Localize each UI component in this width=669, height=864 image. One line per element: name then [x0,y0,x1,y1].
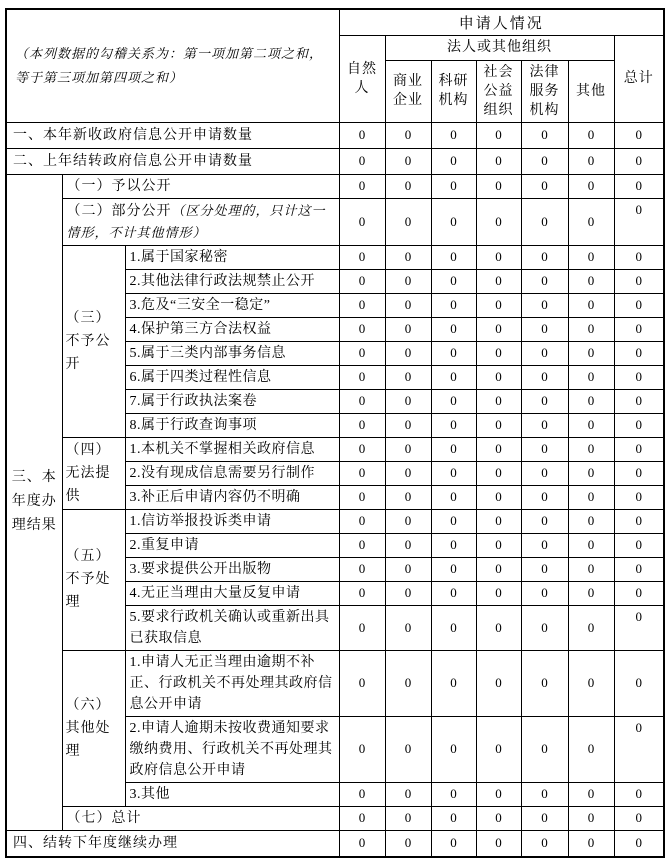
value-cell: 0 [521,174,568,198]
value-cell: 0 [614,122,664,148]
value-cell: 0 [431,716,476,782]
value-cell: 0 [614,198,664,245]
value-cell: 0 [614,650,664,716]
value-cell: 0 [568,269,614,293]
value-cell: 0 [476,650,521,716]
value-cell: 0 [339,317,385,341]
value-cell: 0 [339,806,385,830]
value-cell: 0 [568,245,614,269]
item-label: 2.其他法律行政法规禁止公开 [125,269,339,293]
value-cell: 0 [614,389,664,413]
value-cell: 0 [614,365,664,389]
value-cell: 0 [385,557,431,581]
value-cell: 0 [614,461,664,485]
value-cell: 0 [521,245,568,269]
item-label: 3.危及“三安全一稳定” [125,293,339,317]
value-cell: 0 [431,509,476,533]
value-cell: 0 [521,485,568,509]
value-cell: 0 [568,782,614,806]
group-label: （五）不予处理 [62,509,125,650]
value-cell: 0 [431,806,476,830]
value-cell: 0 [385,782,431,806]
value-cell: 0 [568,365,614,389]
value-cell: 0 [476,269,521,293]
value-cell: 0 [339,509,385,533]
item-label: 2.没有现成信息需要另行制作 [125,461,339,485]
value-cell: 0 [568,389,614,413]
value-cell: 0 [568,650,614,716]
value-cell: 0 [339,650,385,716]
item-label: 7.属于行政执法案卷 [125,389,339,413]
value-cell: 0 [476,389,521,413]
header-col-research: 科研机构 [431,60,476,122]
value-cell: 0 [339,413,385,437]
value-cell: 0 [431,461,476,485]
table-row [6,437,664,461]
header-col-total: 总计 [614,35,664,122]
value-cell: 0 [614,413,664,437]
value-cell: 0 [431,245,476,269]
value-cell: 0 [339,122,385,148]
value-cell: 0 [339,198,385,245]
value-cell: 0 [339,533,385,557]
sub-row-label-text: （二）部分公开 [66,203,172,219]
value-cell: 0 [431,293,476,317]
value-cell: 0 [614,782,664,806]
header-col-other: 其他 [568,60,614,122]
value-cell: 0 [521,830,568,857]
value-cell: 0 [614,437,664,461]
value-cell: 0 [614,341,664,365]
value-cell: 0 [431,122,476,148]
value-cell: 0 [476,413,521,437]
item-label: 1.属于国家秘密 [125,245,339,269]
value-cell: 0 [614,716,664,782]
header-col-public-welfare: 社会公益组织 [476,60,521,122]
value-cell: 0 [431,485,476,509]
sub-row-label [62,198,339,245]
value-cell: 0 [385,437,431,461]
value-cell: 0 [431,198,476,245]
sub-row-label [62,806,339,830]
item-label: 2.申请人逾期未按收费通知要求缴纳费用、行政机关不再处理其政府信息公开申请 [125,716,339,782]
value-cell: 0 [568,806,614,830]
value-cell: 0 [385,485,431,509]
value-cell: 0 [431,782,476,806]
disclosure-report-table [5,8,665,858]
value-cell: 0 [339,461,385,485]
value-cell: 0 [568,293,614,317]
value-cell: 0 [476,581,521,605]
value-cell: 0 [476,365,521,389]
table-row [6,148,664,174]
value-cell: 0 [476,509,521,533]
value-cell: 0 [521,533,568,557]
item-label: 3.要求提供公开出版物 [125,557,339,581]
value-cell: 0 [521,557,568,581]
table-row [6,122,664,148]
value-cell: 0 [521,365,568,389]
value-cell: 0 [614,605,664,650]
value-cell: 0 [431,533,476,557]
value-cell: 0 [431,317,476,341]
value-cell: 0 [568,533,614,557]
value-cell: 0 [431,437,476,461]
value-cell: 0 [476,317,521,341]
value-cell: 0 [568,557,614,581]
value-cell: 0 [431,341,476,365]
value-cell: 0 [385,293,431,317]
value-cell: 0 [521,437,568,461]
item-label: 6.属于四类过程性信息 [125,365,339,389]
value-cell: 0 [521,293,568,317]
value-cell: 0 [568,581,614,605]
value-cell: 0 [339,716,385,782]
value-cell: 0 [339,365,385,389]
value-cell: 0 [614,245,664,269]
value-cell: 0 [476,806,521,830]
value-cell: 0 [568,605,614,650]
table-row [6,509,664,533]
value-cell: 0 [521,650,568,716]
value-cell: 0 [521,509,568,533]
table-row [6,245,664,269]
value-cell: 0 [476,485,521,509]
table-row [6,650,664,716]
value-cell: 0 [431,389,476,413]
value-cell: 0 [431,581,476,605]
header-note: （本列数据的勾稽关系为：第一项加第二项之和，等于第三项加第四项之和） [6,9,339,122]
value-cell: 0 [339,485,385,509]
value-cell: 0 [385,122,431,148]
header-col-natural-person: 自然人 [339,35,385,122]
value-cell: 0 [476,174,521,198]
value-cell: 0 [431,605,476,650]
item-label: 3.其他 [125,782,339,806]
sub-row-label [62,174,339,198]
value-cell: 0 [339,557,385,581]
value-cell: 0 [385,148,431,174]
value-cell: 0 [385,198,431,245]
value-cell: 0 [476,782,521,806]
item-label: 1.申请人无正当理由逾期不补正、行政机关不再处理其政府信息公开申请 [125,650,339,716]
group-label: （四）无法提供 [62,437,125,509]
value-cell: 0 [385,413,431,437]
value-cell: 0 [614,269,664,293]
item-label: 5.属于三类内部事务信息 [125,341,339,365]
row-label: 四、结转下年度继续办理 [6,830,339,857]
item-label: 8.属于行政查询事项 [125,413,339,437]
value-cell: 0 [614,533,664,557]
value-cell: 0 [431,365,476,389]
table-row [6,806,664,830]
value-cell: 0 [476,245,521,269]
value-cell: 0 [568,174,614,198]
value-cell: 0 [385,365,431,389]
value-cell: 0 [476,341,521,365]
value-cell: 0 [476,557,521,581]
header-applicant-group: 申请人情况 [339,9,664,35]
value-cell: 0 [385,533,431,557]
value-cell: 0 [614,581,664,605]
value-cell: 0 [385,174,431,198]
value-cell: 0 [431,413,476,437]
value-cell: 0 [385,461,431,485]
row-label: 一、本年新收政府信息公开申请数量 [6,122,339,148]
item-label: 1.本机关不掌握相关政府信息 [125,437,339,461]
value-cell: 0 [614,148,664,174]
value-cell: 0 [385,806,431,830]
value-cell: 0 [339,245,385,269]
item-label: 5.要求行政机关确认或重新出具已获取信息 [125,605,339,650]
value-cell: 0 [476,148,521,174]
value-cell: 0 [385,341,431,365]
value-cell: 0 [521,198,568,245]
value-cell: 0 [431,650,476,716]
value-cell: 0 [521,605,568,650]
value-cell: 0 [521,806,568,830]
item-label: 3.补正后申请内容仍不明确 [125,485,339,509]
value-cell: 0 [614,557,664,581]
group-label: （三）不予公开 [62,245,125,437]
value-cell: 0 [339,782,385,806]
value-cell: 0 [476,461,521,485]
value-cell: 0 [521,782,568,806]
item-label: 1.信访举报投诉类申请 [125,509,339,533]
value-cell: 0 [614,806,664,830]
value-cell: 0 [339,581,385,605]
value-cell: 0 [476,122,521,148]
value-cell: 0 [339,605,385,650]
value-cell: 0 [568,461,614,485]
value-cell: 0 [339,389,385,413]
table-row [6,198,664,245]
sub-row-label-text: （七）总计 [66,810,142,826]
item-label: 4.保护第三方合法权益 [125,317,339,341]
value-cell: 0 [339,269,385,293]
value-cell: 0 [521,148,568,174]
value-cell: 0 [385,509,431,533]
value-cell: 0 [614,317,664,341]
value-cell: 0 [385,245,431,269]
sub-row-label-text: （一）予以公开 [66,178,172,194]
value-cell: 0 [431,830,476,857]
value-cell: 0 [431,148,476,174]
value-cell: 0 [568,198,614,245]
value-cell: 0 [476,830,521,857]
value-cell: 0 [476,293,521,317]
header-legal-group: 法人或其他组织 [385,35,614,60]
value-cell: 0 [521,716,568,782]
section-label: 三、本年度办理结果 [6,174,62,830]
value-cell: 0 [568,148,614,174]
value-cell: 0 [568,437,614,461]
row-label: 二、上年结转政府信息公开申请数量 [6,148,339,174]
value-cell: 0 [568,509,614,533]
sub-row-label-note: （区分处理的，只计这一情形，不计其他情形） [66,202,326,240]
value-cell: 0 [614,174,664,198]
header-col-commercial: 商业企业 [385,60,431,122]
value-cell: 0 [568,122,614,148]
header-col-legal-service: 法律服务机构 [521,60,568,122]
value-cell: 0 [339,830,385,857]
value-cell: 0 [385,830,431,857]
value-cell: 0 [521,461,568,485]
value-cell: 0 [568,716,614,782]
value-cell: 0 [521,122,568,148]
value-cell: 0 [521,413,568,437]
value-cell: 0 [568,317,614,341]
value-cell: 0 [339,341,385,365]
value-cell: 0 [431,557,476,581]
value-cell: 0 [521,581,568,605]
value-cell: 0 [521,341,568,365]
value-cell: 0 [614,293,664,317]
value-cell: 0 [385,317,431,341]
value-cell: 0 [614,509,664,533]
value-cell: 0 [431,174,476,198]
value-cell: 0 [614,830,664,857]
value-cell: 0 [568,830,614,857]
item-label: 2.重复申请 [125,533,339,557]
value-cell: 0 [476,716,521,782]
value-cell: 0 [614,485,664,509]
table-row [6,830,664,857]
value-cell: 0 [385,650,431,716]
value-cell: 0 [339,174,385,198]
value-cell: 0 [568,485,614,509]
value-cell: 0 [476,605,521,650]
value-cell: 0 [476,437,521,461]
table-row [6,174,664,198]
value-cell: 0 [339,437,385,461]
value-cell: 0 [476,198,521,245]
value-cell: 0 [568,413,614,437]
item-label: 4.无正当理由大量反复申请 [125,581,339,605]
value-cell: 0 [476,533,521,557]
value-cell: 0 [568,341,614,365]
value-cell: 0 [385,605,431,650]
value-cell: 0 [385,581,431,605]
value-cell: 0 [431,269,476,293]
value-cell: 0 [339,148,385,174]
value-cell: 0 [521,317,568,341]
value-cell: 0 [385,269,431,293]
value-cell: 0 [385,389,431,413]
value-cell: 0 [521,269,568,293]
value-cell: 0 [339,293,385,317]
value-cell: 0 [521,389,568,413]
group-label: （六）其他处理 [62,650,125,806]
value-cell: 0 [385,716,431,782]
